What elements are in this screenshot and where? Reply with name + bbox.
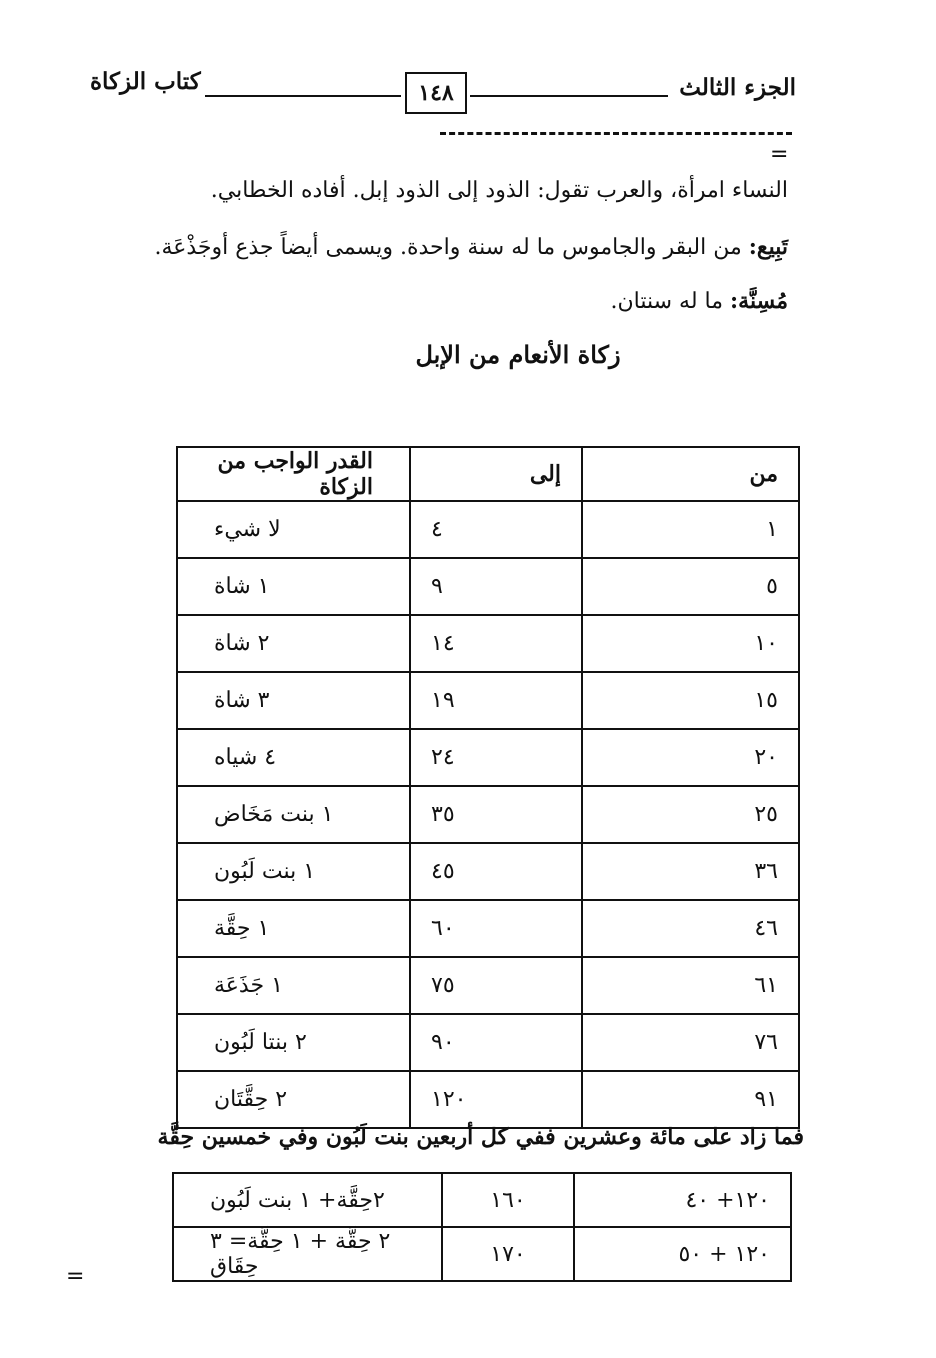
cell-to: ١٩ [410, 672, 582, 729]
table-row [173, 1227, 791, 1281]
cell-due: ٣ شاة [177, 672, 410, 729]
cell-due: ١ بنت مَخَاض [177, 786, 410, 843]
cell-to: ٣٥ [410, 786, 582, 843]
cell-from: ١٢٠+ ٤٠ [574, 1173, 791, 1227]
table-row [177, 843, 799, 900]
table-header-row [177, 447, 799, 501]
cell-to: ١٢٠ [410, 1071, 582, 1128]
zakat-camel-table [176, 446, 800, 1129]
page-number: ١٤٨ [418, 80, 454, 106]
header-rule-left [205, 95, 401, 97]
cell-due: ٢ شاة [177, 615, 410, 672]
header-book-title: كتاب الزكاة [90, 68, 201, 95]
cell-to: ٤ [410, 501, 582, 558]
paragraph-3 [611, 288, 789, 314]
cell-due: ١ شاة [177, 558, 410, 615]
dashed-separator [440, 132, 792, 135]
cell-from: ١٥ [582, 672, 799, 729]
cell-due: ١ حِقَّة [177, 900, 410, 957]
table-row [177, 672, 799, 729]
cell-to: ١٧٠ [442, 1227, 574, 1281]
table-row [177, 1071, 799, 1128]
cell-to: ٢٤ [410, 729, 582, 786]
cell-due: ١ بنت لَبُون [177, 843, 410, 900]
header-due: القدر الواجب من الزكاة [177, 447, 410, 501]
cell-due: ١ جَذَعَة [177, 957, 410, 1014]
table-row [177, 729, 799, 786]
cell-from: ٤٦ [582, 900, 799, 957]
cell-from: ١٢٠ + ٥٠ [574, 1227, 791, 1281]
cell-to: ٩٠ [410, 1014, 582, 1071]
note-text: فما زاد على مائة وعشرين ففي كل أربعين بنت لَبُون وفي خمسين حِقَّة [157, 1124, 804, 1150]
cell-to: ١٦٠ [442, 1173, 574, 1227]
table-row [177, 615, 799, 672]
cell-from: ٧٦ [582, 1014, 799, 1071]
cell-from: ١٠ [582, 615, 799, 672]
cell-due: ٢ حِقَّتَان [177, 1071, 410, 1128]
cell-from: ٥ [582, 558, 799, 615]
cell-from: ٩١ [582, 1071, 799, 1128]
zakat-excess-table [172, 1172, 792, 1282]
paragraph-2-term: تَبِيع: [748, 234, 788, 260]
table-row [177, 957, 799, 1014]
page-number-box [405, 72, 467, 114]
table-row [177, 900, 799, 957]
table-row [177, 501, 799, 558]
cell-due: لا شيء [177, 501, 410, 558]
paragraph-3-text: ما له سنتان. [610, 289, 731, 314]
paragraph-2-text: من البقر والجاموس ما له سنة واحدة. ويسمى أيضاً جذع أوجَذْعَة. [154, 235, 749, 260]
paragraph-1 [211, 178, 788, 203]
header-rule-right [470, 95, 668, 97]
table-row [177, 1014, 799, 1071]
equals-mark-top: = [770, 142, 787, 167]
header-part-title: الجزء الثالث [679, 74, 796, 101]
cell-from: ٢٠ [582, 729, 799, 786]
cell-due: ٢ بنتا لَبُون [177, 1014, 410, 1071]
cell-due: ٢ حِقَّة + ١ حِقَّة= ٣ حِقَاق [173, 1227, 442, 1281]
cell-to: ٩ [410, 558, 582, 615]
cell-from: ١ [582, 501, 799, 558]
cell-to: ٤٥ [410, 843, 582, 900]
table-row [177, 786, 799, 843]
cell-from: ٢٥ [582, 786, 799, 843]
paragraph-3-term: مُسِنَّة: [730, 288, 788, 314]
paragraph-2 [154, 234, 788, 260]
cell-to: ٧٥ [410, 957, 582, 1014]
header-from: من [582, 447, 799, 501]
cell-to: ٦٠ [410, 900, 582, 957]
cell-due: ٢حِقَّة+ ١ بنت لَبُون [173, 1173, 442, 1227]
equals-mark-bottom: = [66, 1264, 83, 1289]
table-row [173, 1173, 791, 1227]
cell-from: ٣٦ [582, 843, 799, 900]
paragraph-1-text: النساء امرأة، والعرب تقول: الذود إلى الذود إبل. أفاده الخطابي. [210, 178, 788, 203]
table-row [177, 558, 799, 615]
cell-due: ٤ شياه [177, 729, 410, 786]
header-to: إلى [410, 447, 582, 501]
cell-from: ٦١ [582, 957, 799, 1014]
section-title: زكاة الأنعام من الإبل [415, 340, 621, 369]
cell-to: ١٤ [410, 615, 582, 672]
